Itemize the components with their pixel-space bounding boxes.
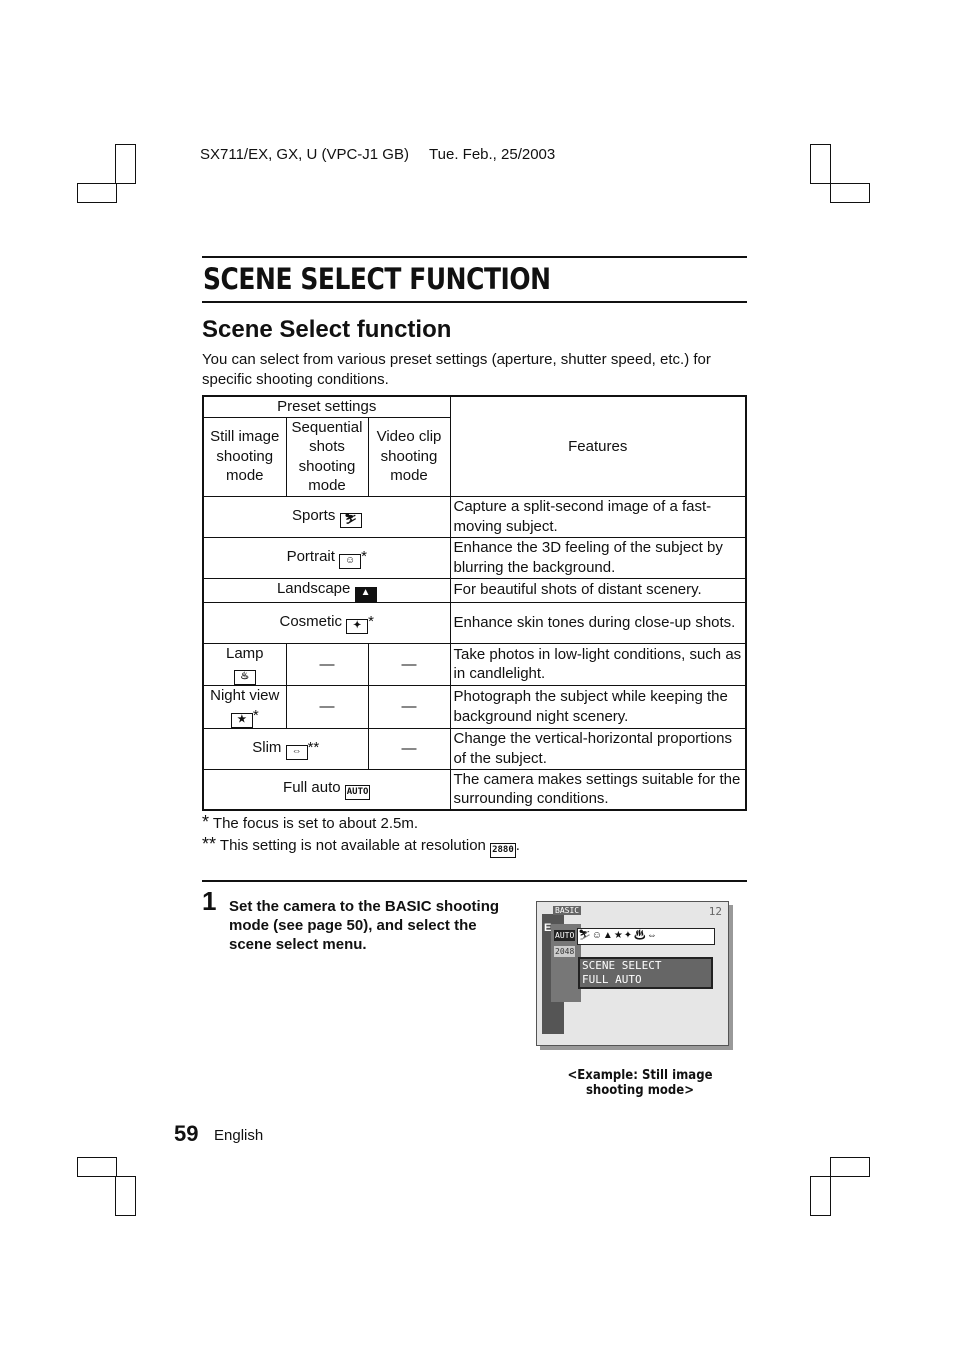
crop-mark — [77, 1157, 117, 1177]
scene-select-menu[interactable] — [578, 957, 713, 989]
intro-text: You can select from various preset settings (aperture, shutter speed, etc.) for specific shooting conditions. — [202, 351, 711, 388]
slim-icon: ⇔ — [286, 745, 308, 760]
cosmetic-icon: ✦ — [623, 930, 634, 941]
video-dash: — — [368, 686, 450, 729]
table-row — [203, 602, 746, 643]
header-date: Tue. Feb., 25/2003 — [429, 146, 556, 163]
shot-count: 12 — [708, 905, 722, 918]
row-label — [203, 578, 450, 602]
footnote-text: This setting is not available at resolution — [219, 837, 486, 854]
mode-label: BASIC — [555, 906, 580, 915]
crop-mark — [115, 144, 136, 184]
footnote-text: The focus is set to about 2.5m. — [212, 815, 419, 832]
footnote-single — [202, 812, 418, 833]
feature-text: For beautiful shots of distant scenery. — [450, 578, 746, 602]
table-row — [203, 686, 746, 729]
camera-screen-example — [536, 901, 729, 1046]
feature-text: Take photos in low-light conditions, such as in candlelight. — [450, 643, 746, 686]
menu-line-1: SCENE SELECT — [582, 959, 662, 972]
row-label — [203, 496, 450, 537]
crop-mark — [830, 1157, 870, 1177]
step-rule — [202, 880, 747, 882]
label-text: Cosmetic — [279, 612, 342, 630]
crop-mark — [115, 1176, 136, 1216]
label-text: Landscape — [276, 579, 351, 597]
crop-mark — [77, 183, 117, 203]
portrait-icon: ☺ — [339, 554, 361, 569]
slim-icon: ⇔ — [646, 930, 658, 941]
print-header — [200, 146, 555, 163]
header-model: SX711/EX, GX, U (VPC-J1 GB) — [200, 146, 409, 163]
header-video: Video clip shooting mode — [368, 417, 450, 496]
label-text: Lamp — [225, 644, 264, 662]
landscape-icon: ▲ — [602, 930, 614, 941]
label-text: Portrait — [286, 547, 335, 565]
header-preset-settings: Preset settings — [203, 396, 450, 417]
label-text: Full auto — [283, 779, 341, 797]
running-figure-icon: ⛷ — [340, 513, 362, 528]
feature-text: Photograph the subject while keeping the background night scenery. — [450, 686, 746, 729]
auto-icon: AUTO — [345, 785, 371, 800]
table-row — [203, 643, 746, 686]
sequential-dash: — — [286, 686, 368, 729]
language-label: English — [214, 1127, 264, 1144]
label-text: Night view — [210, 687, 280, 704]
asterisk-mark: * — [361, 547, 367, 565]
night-view-icon: ★ — [613, 930, 624, 941]
row-label — [203, 769, 450, 810]
asterisk-mark: * — [368, 612, 375, 630]
footnote-double — [202, 834, 520, 858]
feature-text: The camera makes settings suitable for the surrounding conditions. — [450, 769, 746, 810]
crop-mark — [810, 1176, 831, 1216]
double-asterisk-mark: ** — [202, 834, 217, 854]
feature-text: Enhance skin tones during close-up shots. — [450, 602, 746, 643]
label-text: Sports — [291, 506, 336, 524]
landscape-icon: ▲ — [355, 587, 377, 602]
auto-indicator: AUTO — [555, 931, 575, 940]
header-features: Features — [450, 396, 746, 496]
lamp-icon: ♨ — [633, 930, 647, 941]
table-row — [203, 769, 746, 810]
side-letter: E — [544, 922, 552, 934]
row-label — [203, 537, 450, 578]
feature-text: Change the vertical-horizontal proportions of the subject. — [450, 728, 746, 769]
footnote-period: . — [515, 837, 520, 854]
asterisk-mark: * — [252, 706, 259, 724]
label-text: Slim — [252, 738, 282, 756]
title-rule-top — [202, 256, 747, 258]
video-dash: — — [368, 643, 450, 686]
portrait-icon: ☺ — [591, 930, 603, 941]
running-figure-icon: ⛷ — [578, 930, 592, 941]
sequential-dash: — — [286, 643, 368, 686]
preset-table — [202, 395, 747, 811]
menu-line-2: FULL AUTO — [582, 973, 642, 986]
resolution-icon: 2880 — [490, 843, 516, 858]
header-sequential: Sequential shots shooting mode — [286, 417, 368, 496]
asterisk-mark: * — [202, 812, 210, 832]
night-view-icon: ★ — [231, 713, 253, 728]
table-row — [203, 578, 746, 602]
crop-mark — [810, 144, 831, 184]
table-row — [203, 496, 746, 537]
table-row — [203, 728, 746, 769]
feature-text: Enhance the 3D feeling of the subject by blurring the background. — [450, 537, 746, 578]
section-title: Scene Select function — [202, 316, 452, 343]
cosmetic-icon: ✦ — [346, 619, 368, 634]
feature-text: Capture a split-second image of a fast-moving subject. — [450, 496, 746, 537]
chapter-title: SCENE SELECT FUNCTION — [203, 262, 551, 296]
title-rule-bottom — [202, 301, 747, 303]
page-number: 59 — [174, 1121, 199, 1146]
row-label — [203, 643, 286, 686]
resolution-indicator: 2048 — [555, 947, 575, 956]
step-instruction: Set the camera to the BASIC shooting mode (see page 50), and select the scene select menu. — [229, 898, 500, 953]
step-number: 1 — [202, 886, 217, 916]
table-row — [203, 537, 746, 578]
row-label — [203, 686, 286, 729]
lamp-icon: ♨ — [234, 670, 256, 685]
screen-caption: <Example: Still image shooting mode> — [567, 1068, 713, 1098]
double-asterisk-mark: ** — [307, 738, 320, 756]
row-label — [203, 728, 368, 769]
header-still: Still image shooting mode — [203, 417, 286, 496]
scene-icon-strip — [577, 928, 715, 945]
video-dash: — — [368, 728, 450, 769]
row-label — [203, 602, 450, 643]
crop-mark — [830, 183, 870, 203]
